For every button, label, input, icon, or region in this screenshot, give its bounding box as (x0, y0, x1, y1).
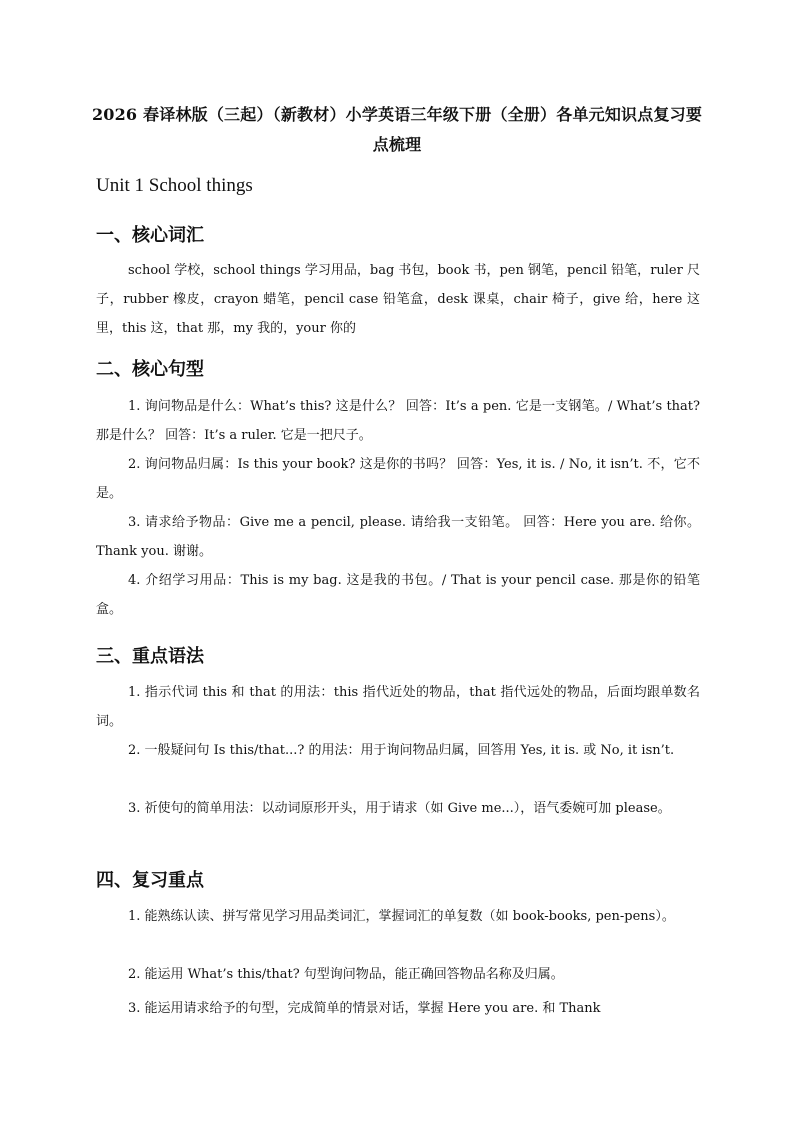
review-item-3: 3. 能运用请求给予的句型，完成简单的情景对话，掌握 Here you are. 和 Thank (128, 1001, 601, 1016)
grammar-item-1: 1. 指示代词 this 和 that 的用法：this 指代近处的物品，that 指代远处的物品，后面均跟单数名词。 (96, 685, 700, 729)
grammar-item-2: 2. 一般疑问句 Is this/that...? 的用法：用于询问物品归属，回答用 Yes, it is. 或 No, it isn’t. (128, 743, 675, 758)
section-heading-grammar: 三、重点语法 (96, 646, 204, 667)
document-title: 2026 春译林版（三起）（新教材）小学英语三年级下册（全册）各单元知识点复习要点梳理 (91, 105, 703, 154)
section-heading-vocabulary: 一、核心词汇 (96, 225, 204, 246)
unit-title: Unit 1 School things (96, 175, 253, 196)
review-item-1: 1. 能熟练认读、拼写常见学习用品类词汇，掌握词汇的单复数（如 book-books, pen-pens）。 (128, 909, 675, 924)
sentence-item-4: 4. 介绍学习用品：This is my bag. 这是我的书包。/ That is your pencil case. 那是你的铅笔盒。 (96, 573, 700, 617)
section-heading-review: 四、复习重点 (96, 870, 204, 891)
sentence-item-1: 1. 询问物品是什么：What’s this? 这是什么？ 回答：It’s a pen. 它是一支钢笔。/ What’s that? 那是什么？ 回答：It’s a ruler. 它是一把尺子。 (96, 399, 700, 443)
section-heading-sentences: 二、核心句型 (96, 359, 204, 380)
grammar-item-3: 3. 祈使句的简单用法：以动词原形开头，用于请求（如 Give me...），语气委婉可加 please。 (128, 801, 671, 816)
sentence-item-3: 3. 请求给予物品：Give me a pencil, please. 请给我一支铅笔。 回答：Here you are. 给你。 Thank you. 谢谢。 (96, 515, 700, 559)
review-item-2: 2. 能运用 What’s this/that? 句型询问物品，能正确回答物品名称及归属。 (128, 967, 564, 982)
vocabulary-paragraph: school 学校，school things 学习用品，bag 书包，book 书，pen 钢笔，pencil 铅笔，ruler 尺子，rubber 橡皮，crayon 蜡笔，pencil case 铅笔盒，desk 课桌，chair 椅子，give 给，here 这里，this 这，that 那，my 我的，your 你的 (96, 263, 700, 336)
sentence-item-2: 2. 询问物品归属：Is this your book? 这是你的书吗？ 回答：Yes, it is. / No, it isn’t. 不，它不是。 (96, 457, 700, 501)
